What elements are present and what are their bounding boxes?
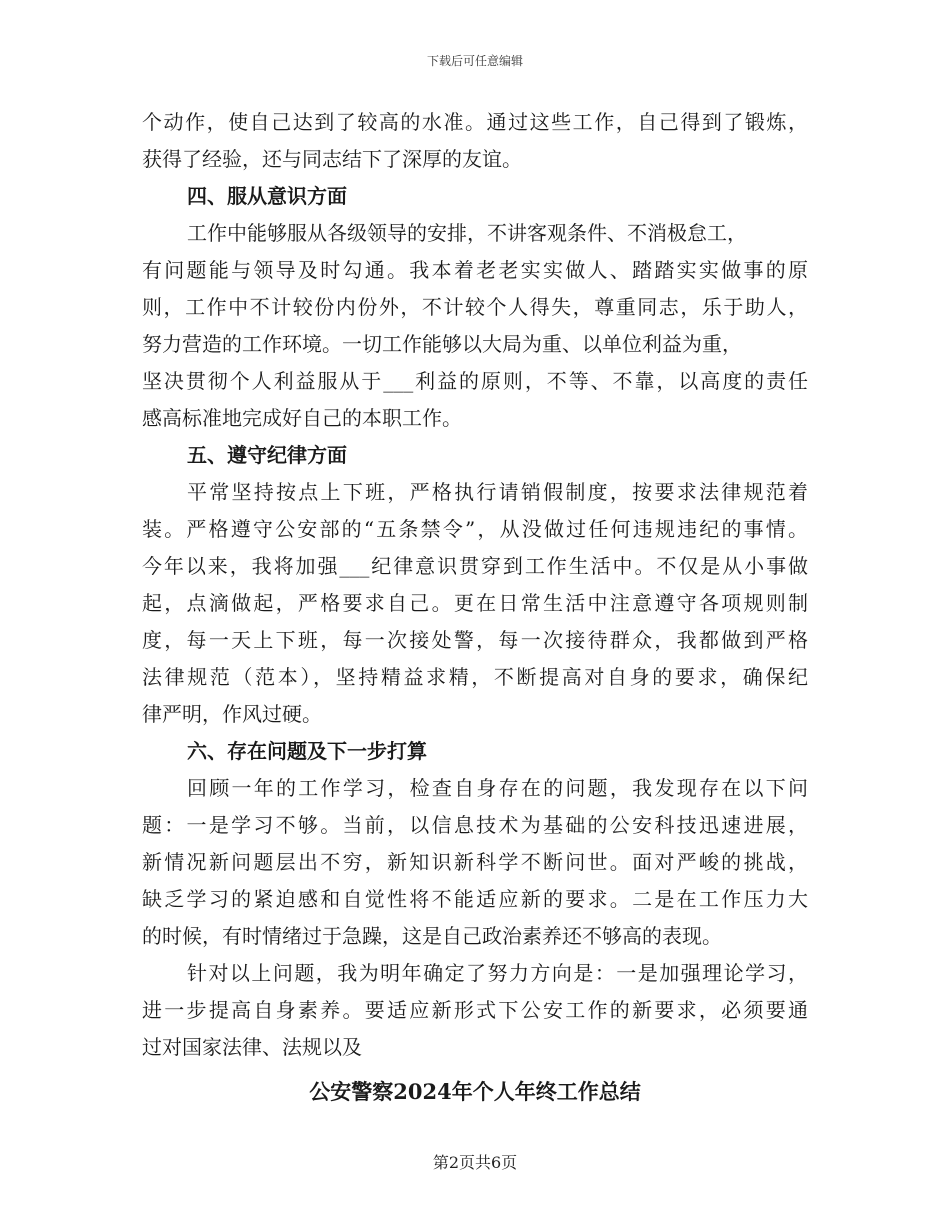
paragraph-line: 装。严格遵守公安部的“五条禁令”，从没做过任何违规违纪的事情。 (142, 517, 808, 541)
paragraph-line: 律严明，作风过硬。 (142, 702, 322, 726)
paragraph-line: 缺乏学习的紧迫感和自觉性将不能适应新的要求。二是在工作压力大 (142, 887, 808, 911)
paragraph-line: 度，每一天上下班，每一次接处警，每一次接待群众，我都做到严格 (142, 628, 808, 652)
document-body (142, 104, 808, 1066)
paragraph-line: 的时候，有时情绪过于急躁，这是自己政治素养还不够高的表现。 (142, 924, 722, 948)
page-header: 下载后可任意编辑 (426, 54, 523, 68)
paragraph-line: 个动作，使自己达到了较高的水准。通过这些工作，自己得到了锻炼， (142, 110, 808, 134)
paragraph-line: 则，工作中不计较份内份外，不计较个人得失，尊重同志，乐于助人， (142, 295, 808, 319)
paragraph-line: 今年以来，我将加强___纪律意识贯穿到工作生活中。不仅是从小事做 (142, 554, 808, 578)
page-number: 第2页共6页 (432, 1153, 518, 1172)
paragraph-line: 获得了经验，还与同志结下了深厚的友谊。 (142, 147, 522, 171)
paragraph-line: 平常坚持按点上下班，严格执行请销假制度，按要求法律规范着 (187, 480, 808, 504)
paragraph-line: 法律规范（范本），坚持精益求精，不断提高对自身的要求，确保纪 (142, 665, 808, 689)
paragraph-line: 新情况新问题层出不穷，新知识新科学不断问世。面对严峻的挑战， (142, 850, 808, 874)
paragraph-line: 针对以上问题，我为明年确定了努力方向是：一是加强理论学习， (187, 961, 808, 985)
paragraph-line: 回顾一年的工作学习，检查自身存在的问题，我发现存在以下问 (187, 776, 808, 800)
section-heading-discipline: 五、遵守纪律方面 (187, 443, 347, 467)
paragraph-line: 坚决贯彻个人利益服从于___利益的原则，不等、不靠，以高度的责任 (142, 369, 808, 393)
paragraph-line: 工作中能够服从各级领导的安排，不讲客观条件、不消极怠工， (187, 221, 747, 245)
paragraph-line: 感高标准地完成好自己的本职工作。 (142, 406, 462, 430)
section-heading-problems-plans: 六、存在问题及下一步打算 (187, 739, 427, 763)
paragraph-line: 进一步提高自身素养。要适应新形式下公安工作的新要求，必须要通 (142, 998, 808, 1022)
document-title: 公安警察2024年个人年终工作总结 (309, 1079, 641, 1104)
paragraph-line: 有问题能与领导及时勾通。我本着老老实实做人、踏踏实实做事的原 (142, 258, 808, 282)
paragraph-line: 题：一是学习不够。当前，以信息技术为基础的公安科技迅速进展， (142, 813, 808, 837)
paragraph-line: 过对国家法律、法规以及 (142, 1035, 362, 1059)
section-heading-obedience: 四、服从意识方面 (187, 184, 347, 208)
paragraph-line: 努力营造的工作环境。一切工作能够以大局为重、以单位利益为重， (142, 332, 742, 356)
paragraph-line: 起，点滴做起，严格要求自己。更在日常生活中注意遵守各项规则制 (142, 591, 808, 615)
